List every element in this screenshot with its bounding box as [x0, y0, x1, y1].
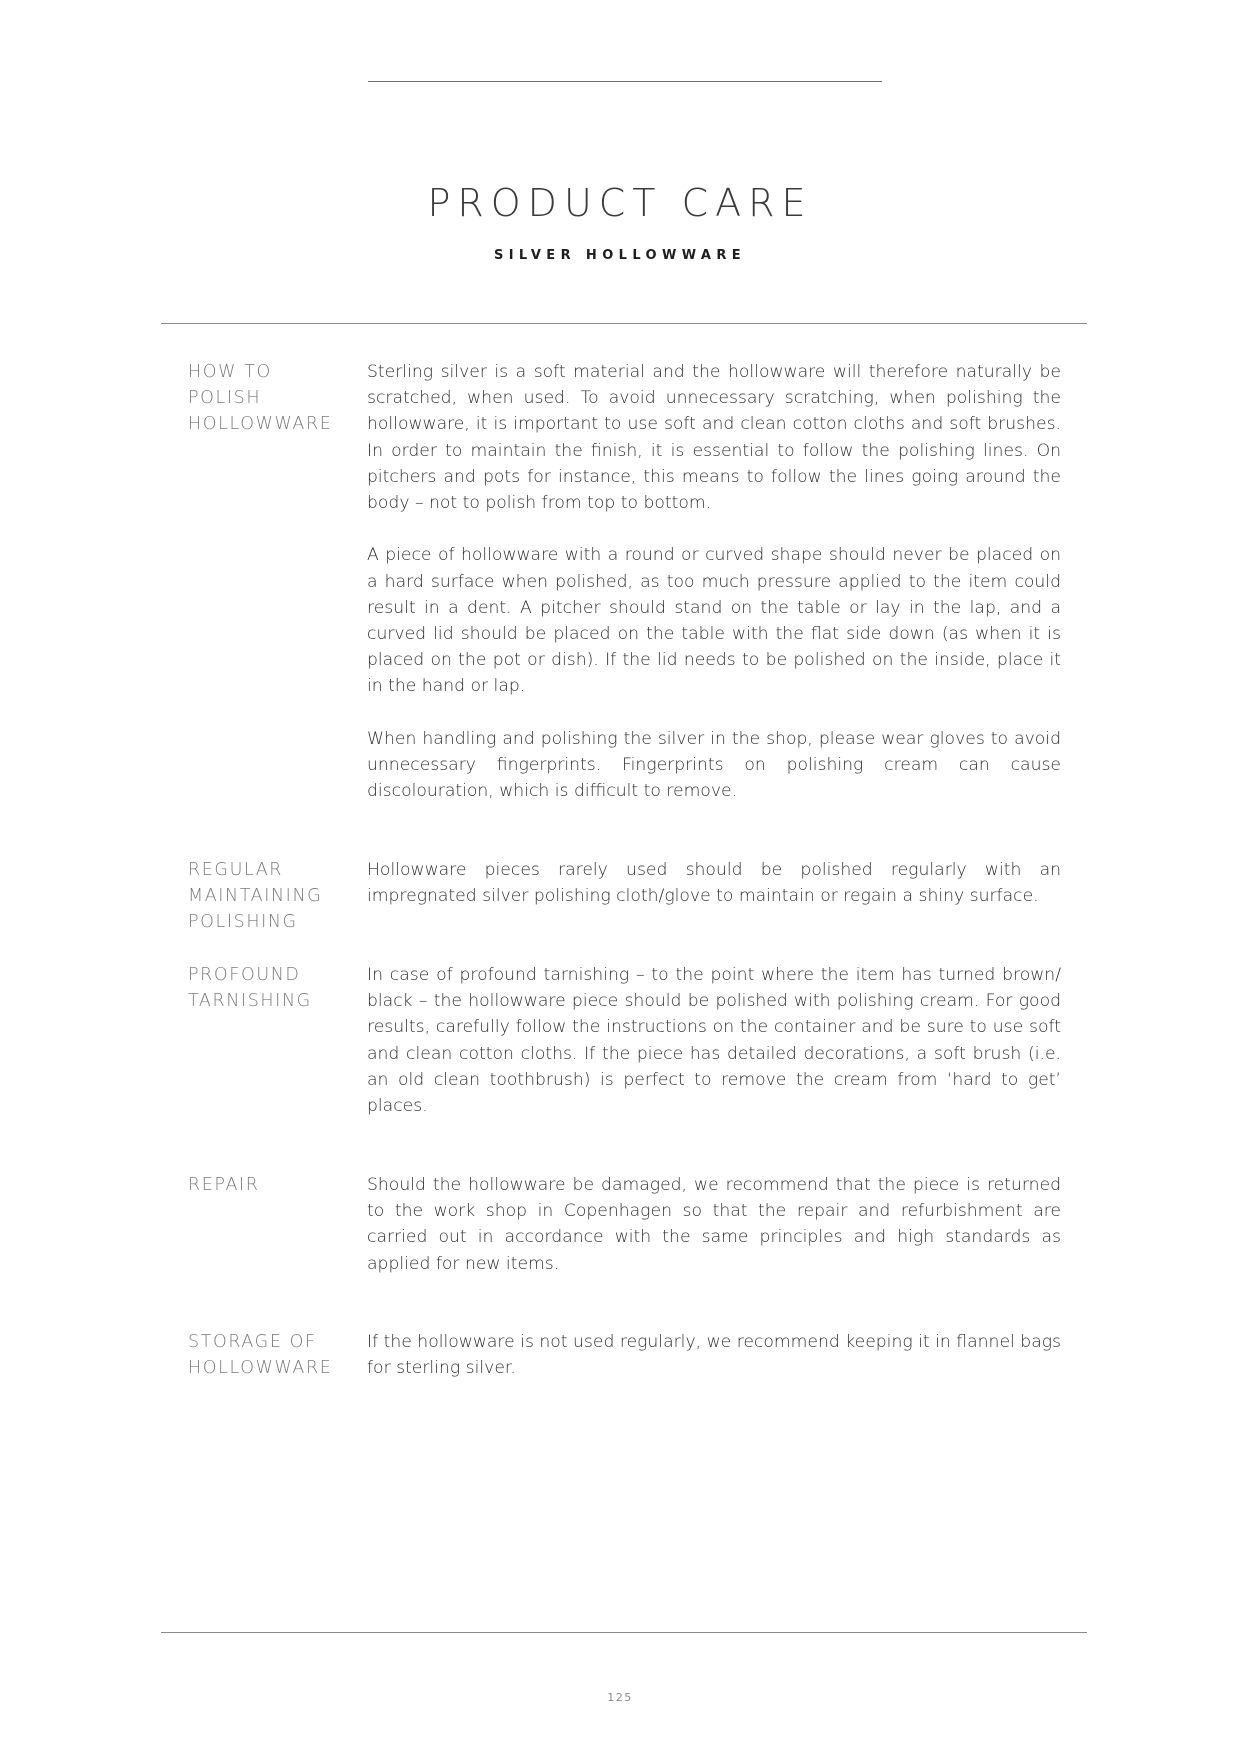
paragraph: Sterling silver is a soft material and the hollowware will therefore naturally be scratched, when used. To avoid unnecessary scratching, when polishing the hollowware, it is important to use soft and clean cotton cloths and soft brushes. In order to maintain the finish, it is essential to follow the polishing lines. On pitchers and pots for instance, this means to follow the lines going around the body – not to polish from top to bottom. [367, 362, 1061, 514]
section-body [367, 1172, 1061, 1277]
header-divider [161, 323, 1087, 324]
page-subtitle: SILVER HOLLOWWARE [493, 248, 747, 263]
page-title: PRODUCT CARE [427, 181, 813, 225]
section-body [367, 359, 1061, 804]
section-body [367, 857, 1061, 909]
section-label: PROFOUND TARNISHING [188, 965, 312, 1012]
section-label: STORAGE OF HOLLOWWARE [188, 1332, 333, 1379]
paragraph: When handling and polishing the silver in the shop, please wear gloves to avoid unnecessary fingerprints. Fingerprints on polishing cream can cause discolouration, which is difficult to remove. [367, 728, 1061, 802]
section-label: HOW TO POLISH HOLLOWWARE [188, 362, 333, 435]
section-label: REGULAR MAINTAINING POLISHING [188, 860, 323, 933]
footer-divider [161, 1632, 1087, 1633]
top-divider [368, 81, 882, 82]
section-label: REPAIR [188, 1175, 260, 1195]
section-body [367, 1329, 1061, 1381]
paragraph: If the hollowware is not used regularly, we recommend keeping it in flannel bags for sterling silver. [367, 1332, 1061, 1379]
paragraph: In case of profound tarnishing – to the point where the item has turned brown/ black – the hollowware piece should be polished with polishing cream. For good results, carefully follow the instructions on the container and be sure to use soft and clean cotton cloths. If the piece has detailed decorations, a soft brush (i.e. an old clean toothbrush) is perfect to remove the cream from ‘hard to get’ places. [367, 965, 1061, 1117]
section-body [367, 962, 1061, 1119]
paragraph: Should the hollowware be damaged, we recommend that the piece is returned to the work shop in Copenhagen so that the repair and refurbishment are carried out in accordance with the same principles and high standards as applied for new items. [367, 1175, 1061, 1274]
paragraph: Hollowware pieces rarely used should be polished regularly with an impregnated silver polishing cloth/glove to maintain or regain a shiny surface. [367, 860, 1061, 907]
paragraph: A piece of hollowware with a round or curved shape should never be placed on a hard surface when polished, as too much pressure applied to the item could result in a dent. A pitcher should stand on the table or lay in the lap, and a curved lid should be placed on the table with the flat side down (as when it is placed on the pot or dish). If the lid needs to be polished on the inside, place it in the hand or lap. [367, 545, 1061, 697]
page-number: 125 [607, 1691, 633, 1704]
